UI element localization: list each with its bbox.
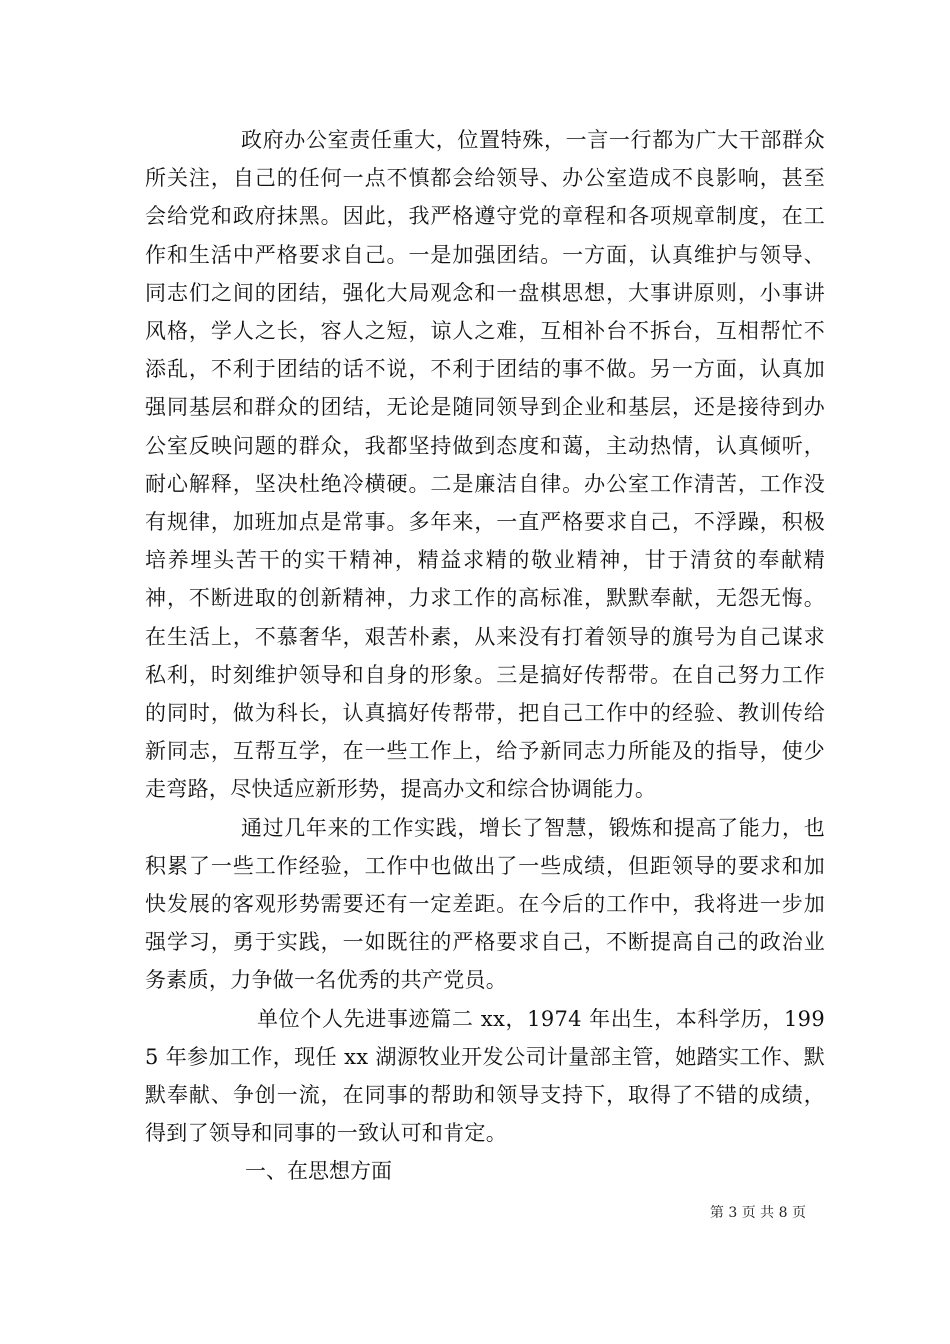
paragraph-advanced-deeds: 单位个人先进事迹篇二 xx，1974 年出生，本科学历，1995 年参加工作，现任 xx 湖源牧业开发公司计量部主管，她踏实工作、默默奉献、争创一流，在同事的帮助和领导支持下，取得了不错的成绩，得到了领导和同事的一致认可和肯定。 <box>145 1006 825 1146</box>
paragraph-office-responsibility: 政府办公室责任重大，位置特殊，一言一行都为广大干部群众所关注，自己的任何一点不慎都会给领导、办公室造成不良影响，甚至会给党和政府抹黑。因此，我严格遵守党的章程和各项规章制度，在工作和生活中严格要求自己。一是加强团结。一方面，认真维护与领导、同志们之间的团结，强化大局观念和一盘棋思想，大事讲原则，小事讲风格，学人之长，容人之短，谅人之难，互相补台不拆台，互相帮忙不添乱，不利于团结的话不说，不利于团结的事不做。另一方面，认真加强同基层和群众的团结，无论是随同领导到企业和基层，还是接待到办公室反映问题的群众，我都坚持做到态度和蔼，主动热情，认真倾听，耐心解释，坚决杜绝冷横硬。二是廉洁自律。办公室工作清苦，工作没有规律，加班加点是常事。多年来，一直严格要求自己，不浮躁，积极培养埋头苦干的实干精神，精益求精的敬业精神，甘于清贫的奉献精神，不断进取的创新精神，力求工作的高标准，默默奉献，无怨无悔。在生活上，不慕奢华，艰苦朴素，从来没有打着领导的旗号为自己谋求私利，时刻维护领导和自身的形象。三是搞好传帮带。在自己努力工作的同时，做为科长，认真搞好传帮带，把自己工作中的经验、教训传给新同志，互帮互学，在一些工作上，给予新同志力所能及的指导，使少走弯路，尽快适应新形势，提高办文和综合协调能力。 <box>145 128 825 802</box>
paragraph-work-practice: 通过几年来的工作实践，增长了智慧，锻炼和提高了能力，也积累了一些工作经验，工作中也做出了一些成绩，但距领导的要求和加快发展的客观形势需要还有一定差距。在今后的工作中，我将进一步加强学习，勇于实践，一如既往的严格要求自己，不断提高自己的政治业务素质，力争做一名优秀的共产党员。 <box>145 815 825 993</box>
page-number-footer: 第 3 页 共 8 页 <box>709 1205 806 1221</box>
document-body <box>145 121 825 1191</box>
section-heading-thought: 一、在思想方面 <box>245 1159 392 1184</box>
